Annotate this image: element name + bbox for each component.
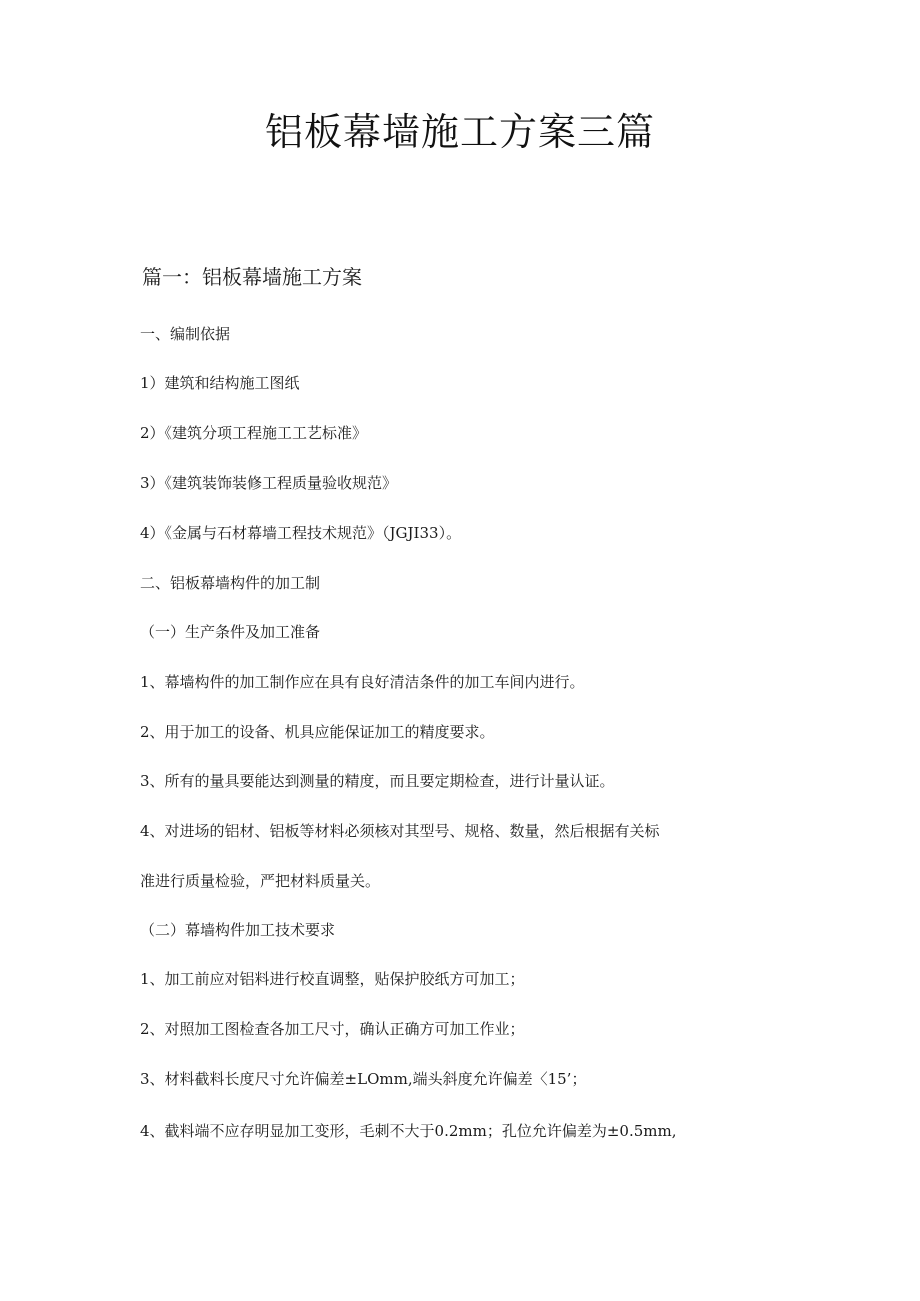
- paragraph-line: 1、加工前应对铝料进行校直调整，贴保护胶纸方可加工；: [140, 970, 525, 988]
- paragraph-line: 4、对进场的铝材、铝板等材料必须核对其型号、规格、数量，然后根据有关标: [140, 822, 660, 840]
- paragraph-line: （二）幕墙构件加工技术要求: [140, 921, 336, 939]
- paragraph-line: 二、铝板幕墙构件的加工制: [140, 574, 321, 592]
- document-title: 铝板幕墙施工方案三篇: [264, 110, 655, 154]
- paragraph-line: 1）建筑和结构施工图纸: [140, 374, 300, 392]
- paragraph-line: 4）《金属与石材幕墙工程技术规范》（JGJI33）。: [140, 524, 462, 542]
- paragraph-line: 准进行质量检验，严把材料质量关。: [140, 872, 381, 890]
- paragraph-line: 3、所有的量具要能达到测量的精度，而且要定期检查，进行计量认证。: [140, 772, 615, 790]
- paragraph-line: （一）生产条件及加工准备: [140, 623, 321, 641]
- paragraph-line: 2）《建筑分项工程施工工艺标准》: [140, 424, 368, 442]
- paragraph-line: 一、编制依据: [140, 325, 231, 343]
- paragraph-line: 2、对照加工图检查各加工尺寸，确认正确方可加工作业；: [140, 1020, 525, 1038]
- section-heading: 篇一：铝板幕墙施工方案: [142, 265, 362, 289]
- paragraph-line: 3）《建筑装饰装修工程质量验收规范》: [140, 474, 398, 492]
- paragraph-line: 3、材料截料长度尺寸允许偏差±LOmm,端头斜度允许偏差〈15’；: [140, 1070, 587, 1088]
- paragraph-line: 2、用于加工的设备、机具应能保证加工的精度要求。: [140, 723, 495, 741]
- paragraph-line: 1、幕墙构件的加工制作应在具有良好清洁条件的加工车间内进行。: [140, 673, 585, 691]
- paragraph-line: 4、截料端不应存明显加工变形，毛刺不大于0.2mm；孔位允许偏差为±0.5mm,: [140, 1122, 677, 1140]
